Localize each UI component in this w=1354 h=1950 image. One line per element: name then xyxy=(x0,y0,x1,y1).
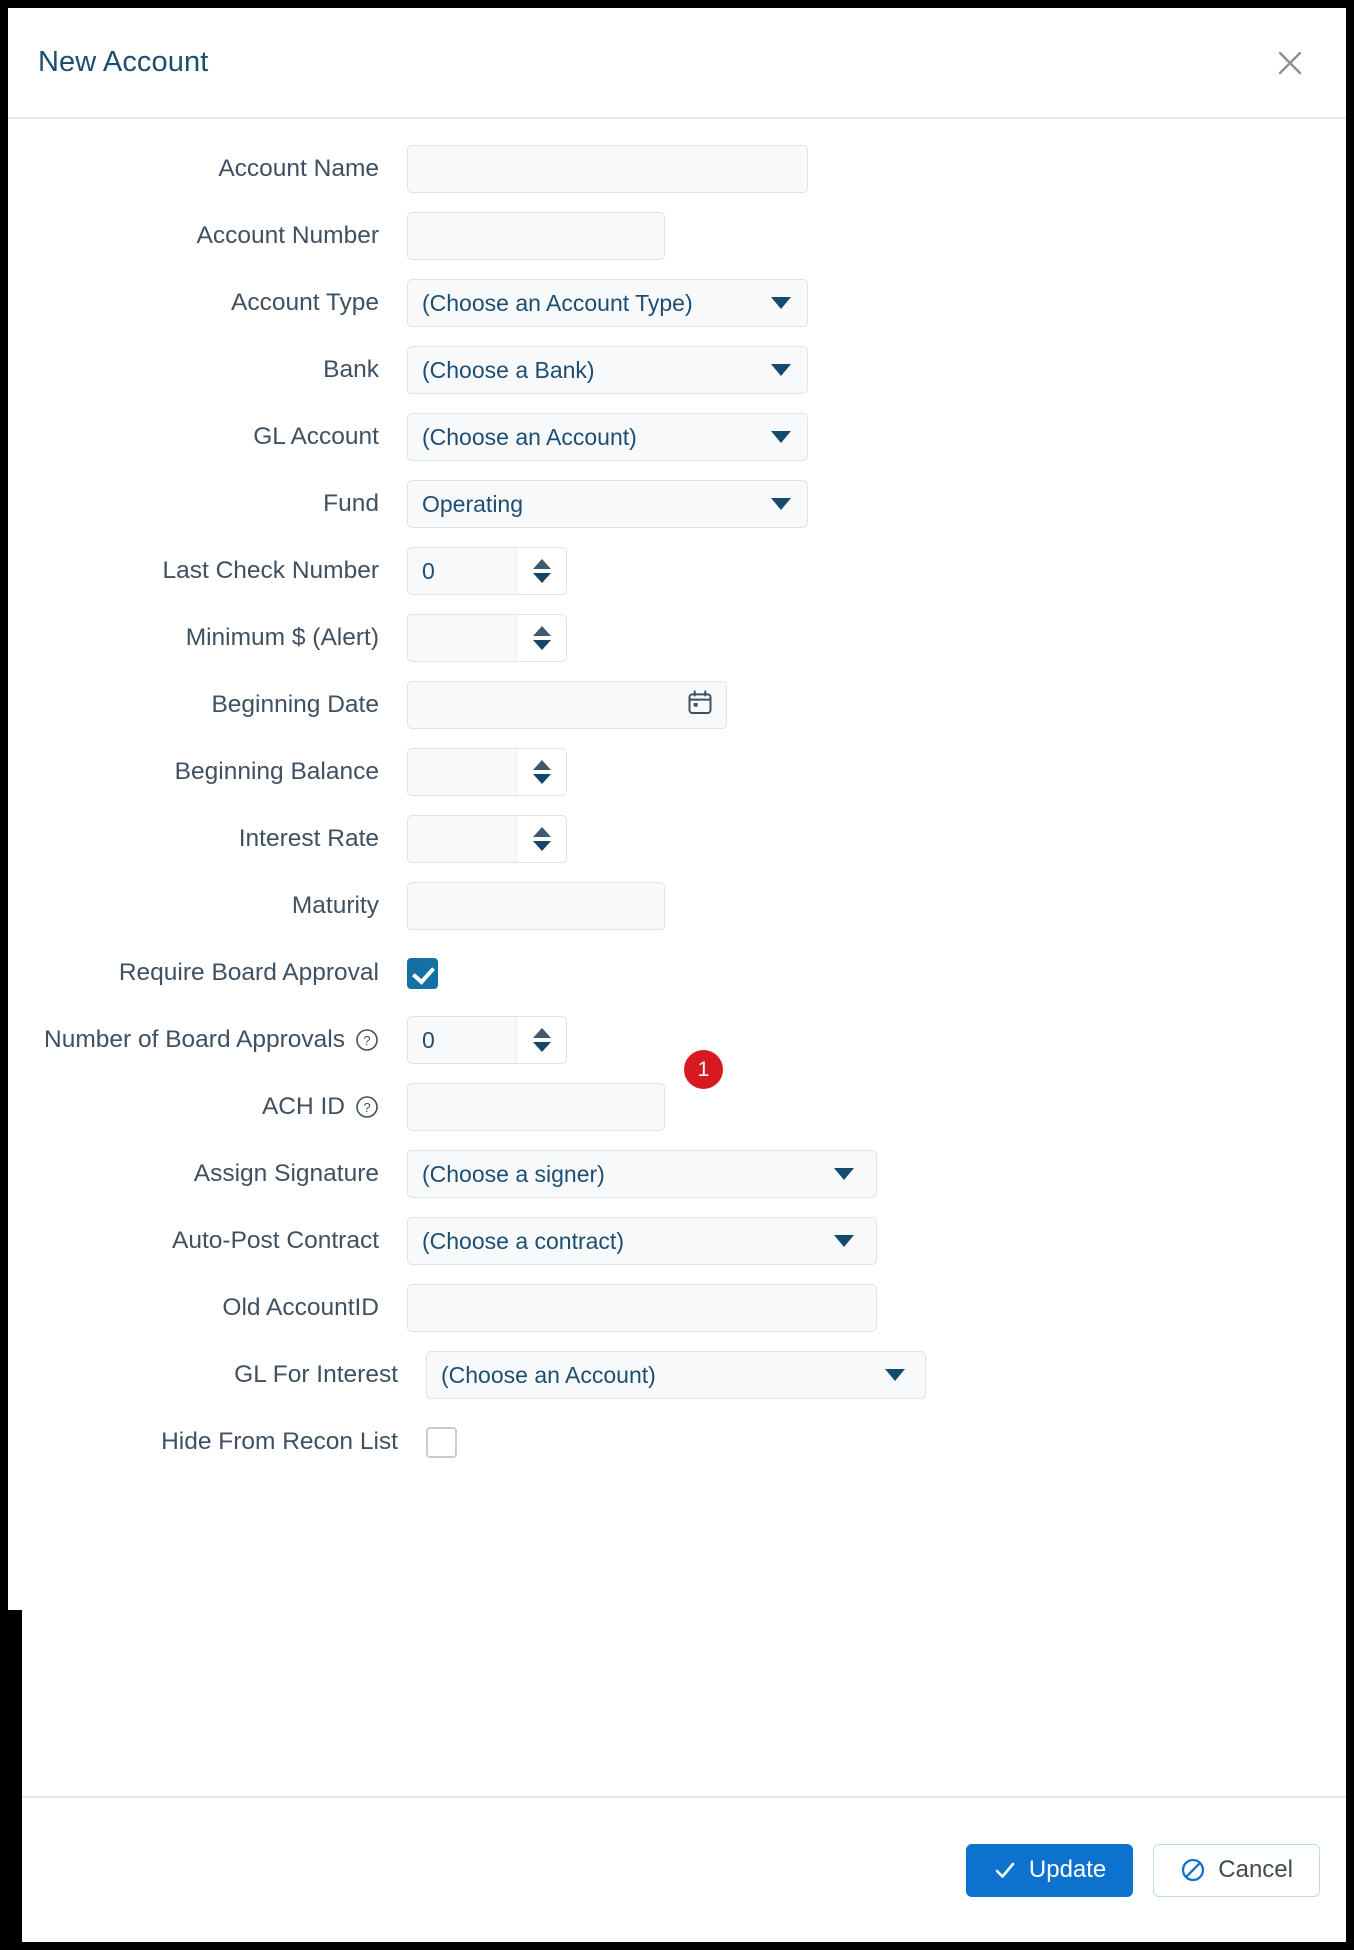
label-gl-account: GL Account xyxy=(253,423,379,450)
help-icon[interactable] xyxy=(355,1095,379,1119)
chevron-down-icon xyxy=(834,1168,854,1180)
control-hide-from-recon-list xyxy=(426,1418,457,1463)
label-fund: Fund xyxy=(323,490,379,517)
cancel-button-label: Cancel xyxy=(1218,1856,1293,1883)
control-ach-id xyxy=(407,1083,665,1131)
control-auto-post-contract xyxy=(407,1217,877,1265)
help-icon[interactable] xyxy=(355,1028,379,1052)
chevron-down-icon xyxy=(771,431,791,443)
chevron-down-icon xyxy=(885,1369,905,1381)
label-text: ACH ID xyxy=(261,1093,345,1120)
interest-rate-stepper[interactable] xyxy=(407,815,567,863)
stepper-buttons[interactable] xyxy=(516,548,566,594)
new-account-dialog xyxy=(8,8,1346,1942)
field-row-gl-account xyxy=(8,413,1346,480)
number-of-board-approvals-value: 0 xyxy=(422,1026,435,1053)
field-row-beginning-date xyxy=(8,681,1346,748)
check-icon xyxy=(993,1858,1017,1882)
stepper-buttons[interactable] xyxy=(516,1017,566,1063)
svg-text:?: ? xyxy=(363,1100,371,1115)
chevron-down-icon xyxy=(834,1235,854,1247)
bank-select[interactable] xyxy=(407,346,808,394)
last-check-number-stepper[interactable] xyxy=(407,547,567,595)
hide-from-recon-list-checkbox[interactable] xyxy=(426,1427,457,1458)
control-old-accountid xyxy=(407,1284,877,1332)
field-row-fund xyxy=(8,480,1346,547)
chevron-down-icon xyxy=(771,364,791,376)
minimum-alert-stepper[interactable] xyxy=(407,614,567,662)
assign-signature-value: (Choose a signer) xyxy=(422,1160,605,1187)
last-check-number-value: 0 xyxy=(422,557,435,584)
label-account-name: Account Name xyxy=(218,155,379,182)
update-button[interactable] xyxy=(966,1844,1133,1897)
control-minimum-alert xyxy=(407,614,567,662)
stepper-buttons[interactable] xyxy=(516,816,566,862)
control-last-check-number xyxy=(407,547,567,595)
close-icon[interactable] xyxy=(1268,41,1312,85)
control-assign-signature xyxy=(407,1150,877,1198)
field-row-hide-from-recon-list xyxy=(8,1418,1346,1485)
status-badge: 1 xyxy=(684,1050,723,1089)
label-maturity: Maturity xyxy=(291,892,379,919)
account-type-select[interactable] xyxy=(407,279,808,327)
label-account-number: Account Number xyxy=(196,222,379,249)
fund-select[interactable] xyxy=(407,480,808,528)
gl-account-select[interactable] xyxy=(407,413,808,461)
account-type-value: (Choose an Account Type) xyxy=(422,289,693,316)
chevron-down-icon xyxy=(771,498,791,510)
maturity-input[interactable] xyxy=(407,882,665,930)
field-row-minimum-alert xyxy=(8,614,1346,681)
stepper-down-icon[interactable] xyxy=(533,1042,551,1052)
control-account-type xyxy=(407,279,808,327)
stepper-buttons[interactable] xyxy=(516,615,566,661)
field-row-auto-post-contract xyxy=(8,1217,1346,1284)
page-title: New Account xyxy=(38,46,209,78)
label-gl-for-interest: GL For Interest xyxy=(234,1361,398,1388)
assign-signature-select[interactable] xyxy=(407,1150,877,1198)
label-hide-from-recon-list: Hide From Recon List xyxy=(161,1428,398,1455)
gl-for-interest-value: (Choose an Account) xyxy=(441,1361,656,1388)
chevron-down-icon xyxy=(771,297,791,309)
label-auto-post-contract: Auto-Post Contract xyxy=(172,1227,379,1254)
field-row-interest-rate xyxy=(8,815,1346,882)
field-row-last-check-number xyxy=(8,547,1346,614)
stepper-up-icon[interactable] xyxy=(533,827,551,837)
control-beginning-balance xyxy=(407,748,567,796)
label-beginning-date: Beginning Date xyxy=(211,691,379,718)
label-last-check-number: Last Check Number xyxy=(162,557,379,584)
control-bank xyxy=(407,346,808,394)
page-left-gutter xyxy=(0,1610,22,1942)
stepper-down-icon[interactable] xyxy=(533,640,551,650)
ban-icon xyxy=(1180,1857,1206,1883)
field-row-beginning-balance xyxy=(8,748,1346,815)
gl-account-value: (Choose an Account) xyxy=(422,423,637,450)
label-beginning-balance: Beginning Balance xyxy=(174,758,379,785)
label-require-board-approval: Require Board Approval xyxy=(118,959,379,986)
stepper-up-icon[interactable] xyxy=(533,760,551,770)
field-row-maturity xyxy=(8,882,1346,949)
field-row-bank xyxy=(8,346,1346,413)
old-accountid-input[interactable] xyxy=(407,1284,877,1332)
control-interest-rate xyxy=(407,815,567,863)
svg-text:?: ? xyxy=(363,1033,371,1048)
account-name-input[interactable] xyxy=(407,145,808,193)
stepper-up-icon[interactable] xyxy=(533,626,551,636)
bank-value: (Choose a Bank) xyxy=(422,356,595,383)
control-require-board-approval xyxy=(407,949,438,994)
label-account-type: Account Type xyxy=(230,289,379,316)
number-of-board-approvals-stepper[interactable] xyxy=(407,1016,567,1064)
update-button-label: Update xyxy=(1028,1856,1107,1883)
label-ach-id xyxy=(8,1083,407,1131)
control-fund xyxy=(407,480,808,528)
label-text: Number of Board Approvals xyxy=(44,1026,345,1053)
fund-value: Operating xyxy=(422,490,524,517)
calendar-icon[interactable] xyxy=(686,689,714,722)
ach-id-input[interactable] xyxy=(407,1083,665,1131)
stepper-up-icon[interactable] xyxy=(533,559,551,569)
stepper-down-icon[interactable] xyxy=(533,774,551,784)
field-row-ach-id xyxy=(8,1057,1346,1150)
stepper-up-icon[interactable] xyxy=(533,1028,551,1038)
beginning-balance-stepper[interactable] xyxy=(407,748,567,796)
label-interest-rate: Interest Rate xyxy=(238,825,379,852)
control-number-of-board-approvals xyxy=(407,1016,567,1064)
cancel-button[interactable] xyxy=(1153,1844,1320,1897)
stepper-buttons[interactable] xyxy=(516,749,566,795)
field-row-account-name xyxy=(8,145,1346,212)
control-gl-account xyxy=(407,413,808,461)
control-maturity xyxy=(407,882,665,930)
control-account-name xyxy=(407,145,808,193)
beginning-date-field[interactable] xyxy=(407,681,727,729)
auto-post-contract-value: (Choose a contract) xyxy=(422,1227,624,1254)
field-row-require-board-approval xyxy=(8,949,1346,1016)
field-row-assign-signature xyxy=(8,1150,1346,1217)
field-row-number-of-board-approvals xyxy=(8,1016,1346,1083)
control-beginning-date xyxy=(407,681,727,729)
dialog-footer xyxy=(8,1796,1346,1942)
account-number-input[interactable] xyxy=(407,212,665,260)
field-row-gl-for-interest xyxy=(8,1351,1346,1418)
label-old-accountid: Old AccountID xyxy=(222,1294,379,1321)
stepper-down-icon[interactable] xyxy=(533,841,551,851)
label-bank: Bank xyxy=(323,356,379,383)
dialog-body xyxy=(8,119,1346,1796)
auto-post-contract-select[interactable] xyxy=(407,1217,877,1265)
label-minimum-alert: Minimum $ (Alert) xyxy=(185,624,379,651)
label-number-of-board-approvals xyxy=(8,1016,407,1064)
stepper-down-icon[interactable] xyxy=(533,573,551,583)
control-account-number xyxy=(407,212,665,260)
field-row-old-accountid xyxy=(8,1284,1346,1351)
label-assign-signature: Assign Signature xyxy=(193,1160,379,1187)
control-gl-for-interest xyxy=(426,1351,926,1399)
dialog-header xyxy=(8,8,1346,119)
field-row-account-type xyxy=(8,279,1346,346)
gl-for-interest-select[interactable] xyxy=(426,1351,926,1399)
require-board-approval-checkbox[interactable] xyxy=(407,958,438,989)
field-row-account-number xyxy=(8,212,1346,279)
